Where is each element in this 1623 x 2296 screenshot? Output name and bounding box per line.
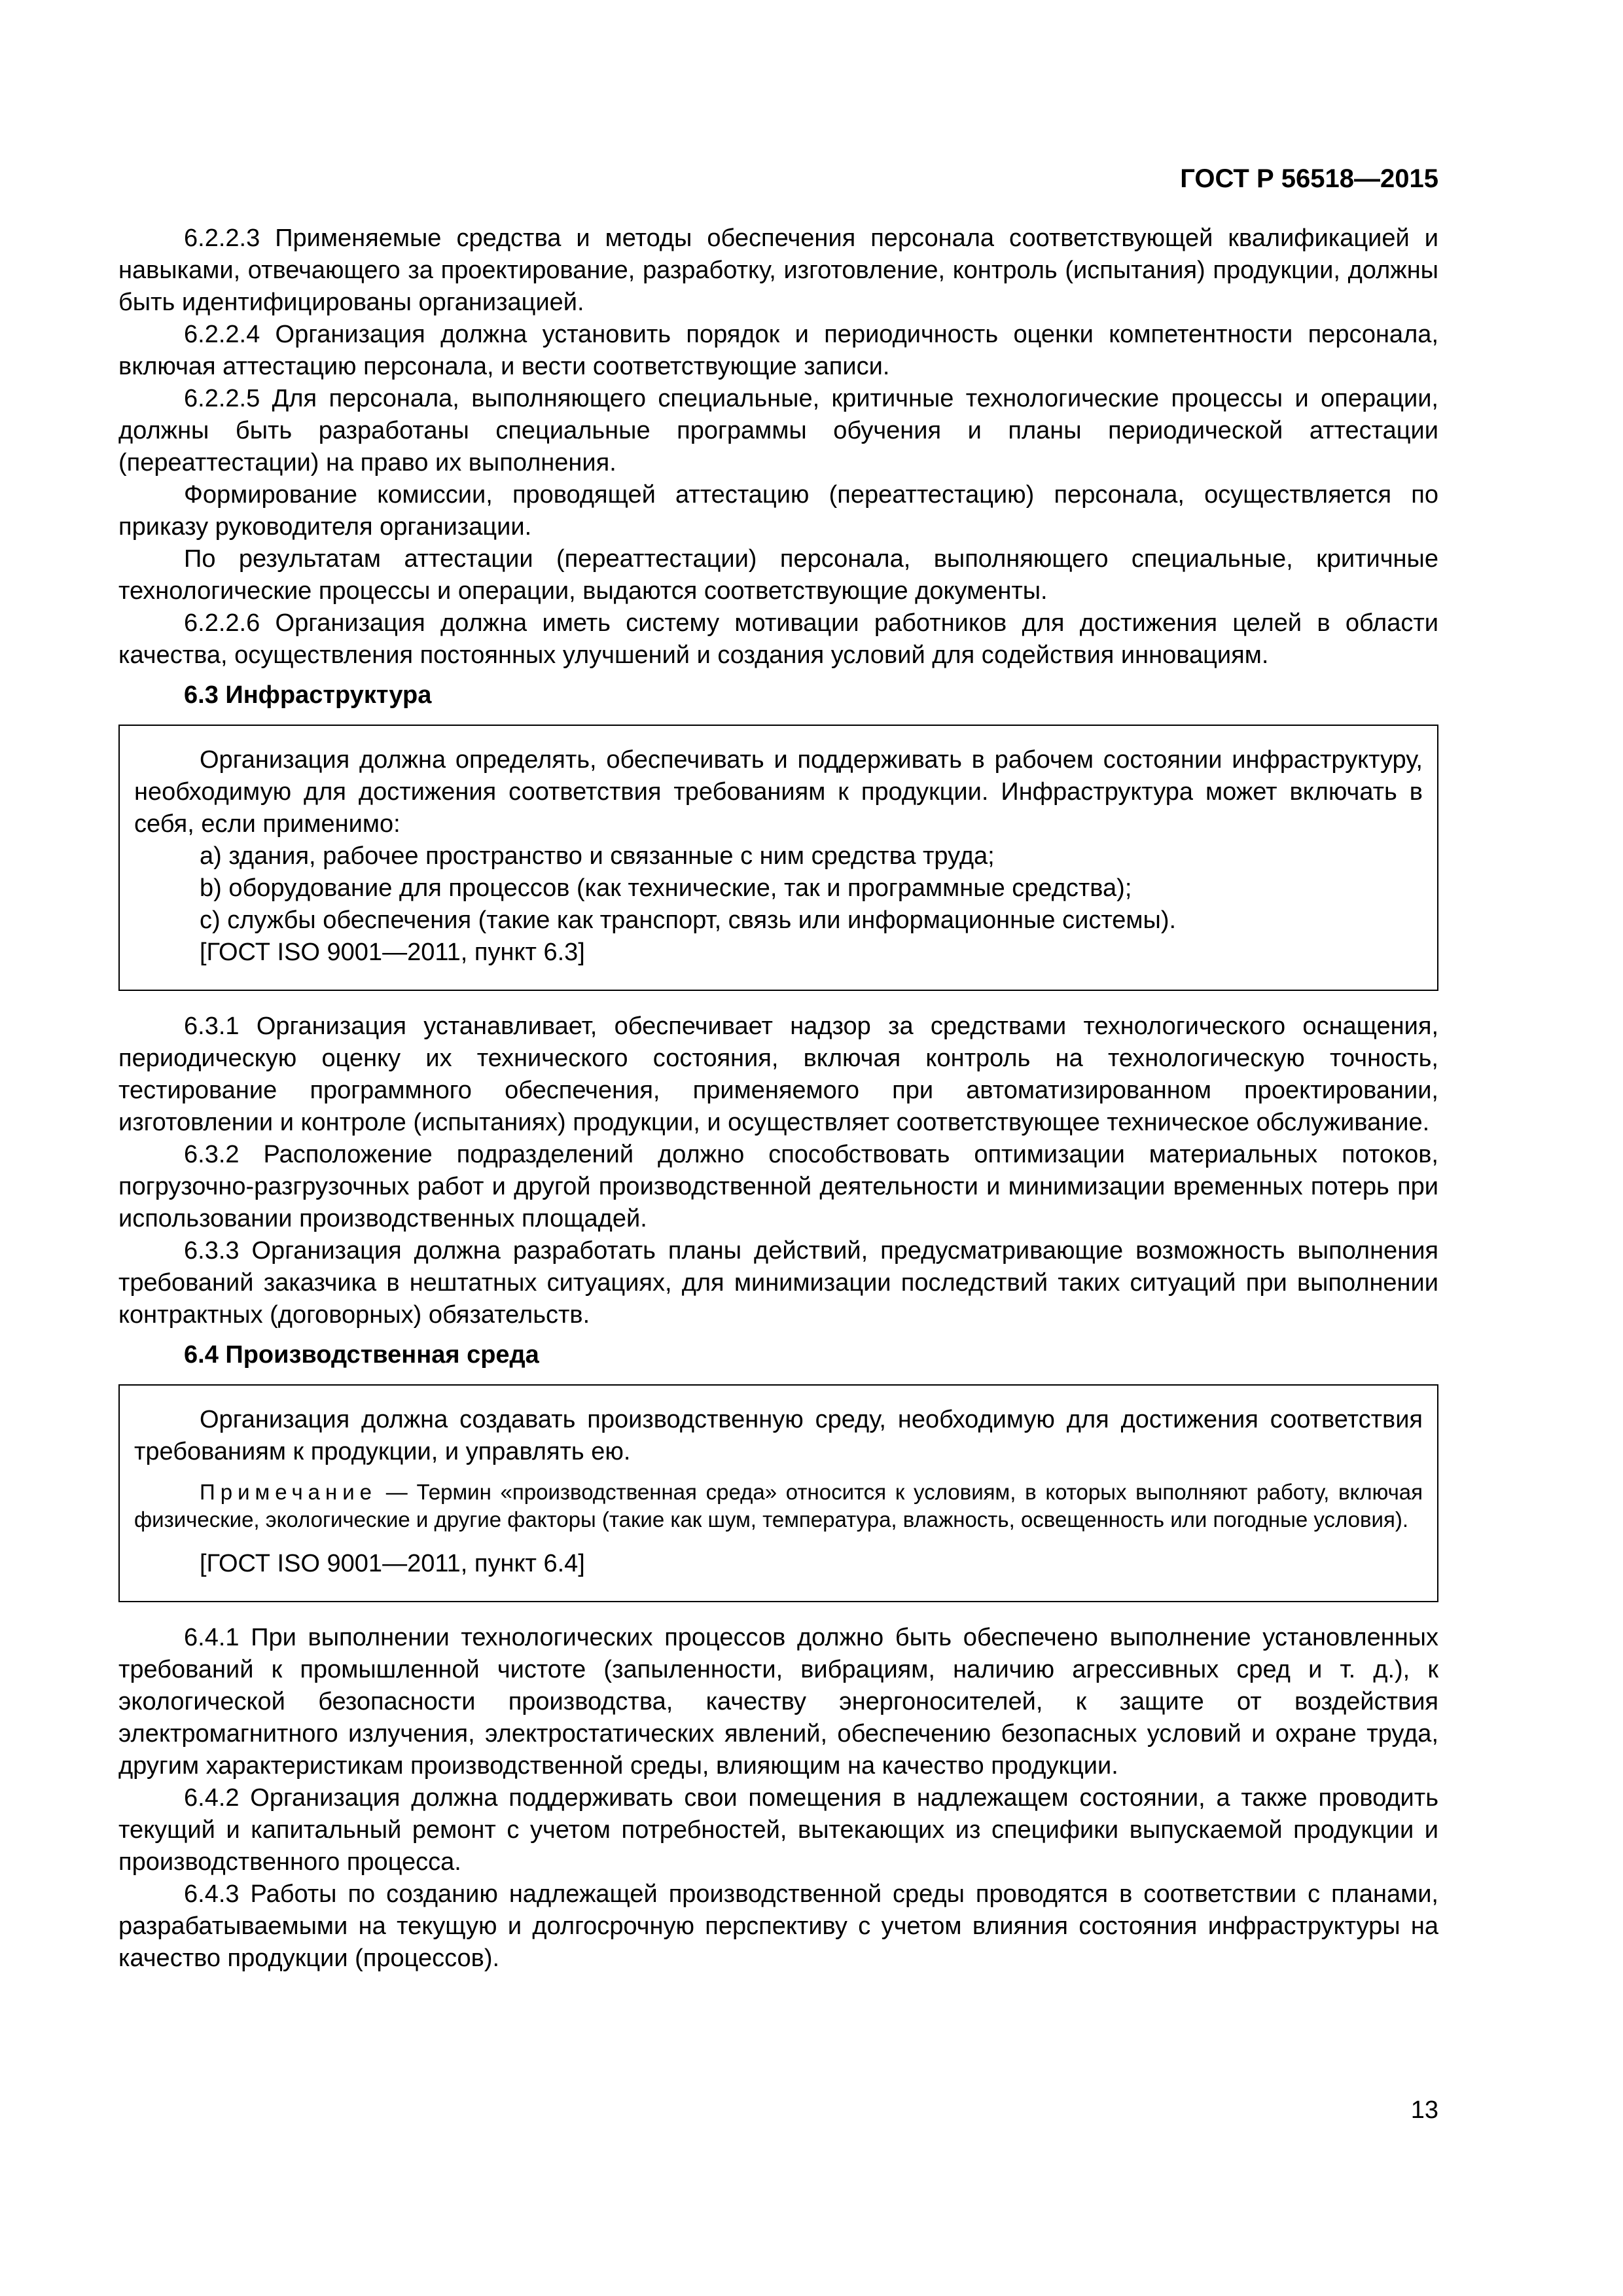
page-number: 13 [1410, 2096, 1438, 2124]
heading-6-3: 6.3 Инфраструктура [184, 681, 432, 709]
quote-box-6-3 [118, 725, 1438, 991]
list-item-b: b) оборудование для процессов (как технические, так и программные средства); [200, 874, 1132, 902]
heading-6-4: 6.4 Производственная среда [184, 1341, 539, 1369]
quote-box-6-4 [118, 1384, 1438, 1602]
page-body [118, 223, 1438, 1975]
list-item-a: a) здания, рабочее пространство и связанные с ним средства труда; [200, 842, 995, 870]
note-text: — Термин «производственная среда» относится к условиям, в которых выполняют работу, включая физические, экологические и другие факторы (такие как шум, температура, влажность, освещенность или погодные условия). [134, 1480, 1423, 1532]
paragraph-6-2-2-4: 6.2.2.4 Организация должна установить порядок и периодичность оценки компетентности персонала, включая аттестацию персонала, и вести соответствующие записи. [118, 321, 1438, 380]
box-6-4-reference: [ГОСТ ISO 9001—2011, пункт 6.4] [200, 1550, 585, 1577]
paragraph-commission: Формирование комиссии, проводящей аттестацию (переаттестацию) персонала, осуществляется по приказу руководителя организации. [118, 481, 1438, 541]
box-6-3-reference: [ГОСТ ISO 9001—2011, пункт 6.3] [200, 939, 585, 966]
paragraph-6-2-2-5: 6.2.2.5 Для персонала, выполняющего специальные, критичные технологические процессы и операции, должны быть разработаны специальные программы обучения и планы периодической аттестации (переаттестации) на право их выполнения. [118, 385, 1438, 476]
box-6-3-intro: Организация должна определять, обеспечивать и поддерживать в рабочем состоянии инфраструктуру, необходимую для достижения соответствия требованиям к продукции. Инфраструктура может включать в себя, если применимо: [134, 746, 1423, 838]
note-label: Примечание [200, 1480, 378, 1504]
paragraph-6-4-3: 6.4.3 Работы по созданию надлежащей производственной среды проводятся в соответствии с планами, разрабатываемыми на текущую и долгосрочную перспективу с учетом влияния состояния инфраструктуры на качество продукции (процессов). [118, 1880, 1438, 1972]
paragraph-6-3-1: 6.3.1 Организация устанавливает, обеспечивает надзор за средствами технологического оснащения, периодическую оценку их технического состояния, включая контроль на технологическую точность, тестирование программного обеспечения, применяемого при автоматизированном проектировании, изготовлении и контроле (испытаниях) продукции, и осуществляет соответствующее техническое обслуживание. [118, 1013, 1438, 1136]
paragraph-6-4-2: 6.4.2 Организация должна поддерживать свои помещения в надлежащем состоянии, а также проводить текущий и капитальный ремонт с учетом потребностей, вытекающих из специфики выпускаемой продукции и производственного процесса. [118, 1784, 1438, 1876]
paragraph-6-2-2-6: 6.2.2.6 Организация должна иметь систему мотивации работников для достижения целей в области качества, осуществления постоянных улучшений и создания условий для содействия инновациям. [118, 609, 1438, 669]
paragraph-6-3-2: 6.3.2 Расположение подразделений должно способствовать оптимизации материальных потоков, погрузочно-разгрузочных работ и другой производственной деятельности и минимизации временных потерь при использовании производственных площадей. [118, 1141, 1438, 1232]
paragraph-6-3-3: 6.3.3 Организация должна разработать планы действий, предусматривающие возможность выполнения требований заказчика в нештатных ситуациях, для минимизации последствий таких ситуаций при выполнении контрактных (договорных) обязательств. [118, 1237, 1438, 1329]
list-item-c: c) службы обеспечения (такие как транспорт, связь или информационные системы). [200, 906, 1177, 934]
box-6-4-intro: Организация должна создавать производственную среду, необходимую для достижения соответствия требованиям к продукции, и управлять ею. [134, 1406, 1423, 1465]
paragraph-6-4-1: 6.4.1 При выполнении технологических процессов должно быть обеспечено выполнение установленных требований к промышленной чистоте (запыленности, вибрациям, наличию агрессивных сред и т. д.), к экологической безопасности производства, качеству энергоносителей, к защите от воздействия электромагнитного излучения, электростатических явлений, обеспечению безопасных условий и охране труда, другим характеристикам производственной среды, влияющим на качество продукции. [118, 1624, 1438, 1780]
paragraph-6-2-2-3: 6.2.2.3 Применяемые средства и методы обеспечения персонала соответствующей квалификацией и навыками, отвечающего за проектирование, разработку, изготовление, контроль (испытания) продукции, должны быть идентифицированы организацией. [118, 224, 1438, 316]
box-6-4-note [134, 1479, 1423, 1534]
document-id-header: ГОСТ Р 56518—2015 [1180, 164, 1438, 193]
paragraph-attestation-results: По результатам аттестации (переаттестации) персонала, выполняющего специальные, критичные технологические процессы и операции, выдаются соответствующие документы. [118, 545, 1438, 605]
